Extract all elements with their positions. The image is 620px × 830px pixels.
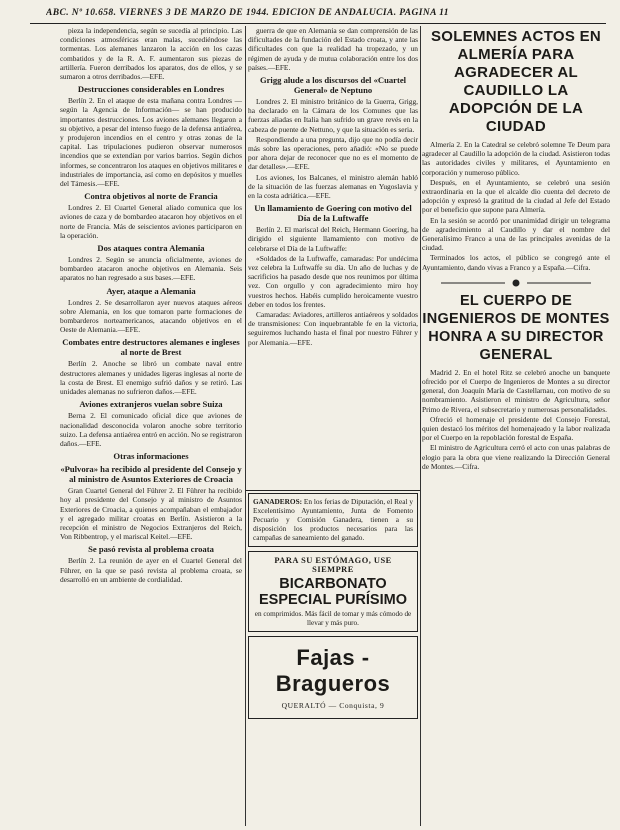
ad-title: Fajas - Bragueros [275, 645, 391, 697]
section-heading: Otras informaciones [113, 451, 189, 462]
middle-section-rule [246, 490, 420, 491]
page-header: ABC. Nº 10.658. VIERNES 3 DE MARZO DE 1944. EDICION DE ANDALUCIA. PAGINA 11 [46, 8, 449, 18]
article-paragraph: Madrid 2. En el hotel Ritz se celebró anoche un banquete ofrecido por el Cuerpo de Ingenieros de Montes a su director general, don Joaquín María de Castellarnau, con motivo de su nombramiento. Asistieron el ministro de Agricultura, señor Primo de Rivera, el subsecretario y numerosas personalidades. [422, 367, 610, 414]
article-paragraph: Terminados los actos, el público se congregó ante el Ayuntamiento, dando vivas a Franco y a España.—Cifra. [422, 253, 610, 272]
article-paragraph: Los aviones, los Balcanes, el ministro alemán habló de la situación de las fuerzas alemanas en Yugoslavia y en la costa adriática.—EFE. [248, 172, 418, 201]
article-paragraph: Camaradas: Aviadores, artilleros antiaéreos y soldados de transmisiones: Con inquebrantable fe en la victoria, seguiremos luchando hasta el final por nuestro Führer y por Alemania.—EFE. [248, 310, 418, 347]
article-paragraph: Almería 2. En la Catedral se celebró solemne Te Deum para agradecer al Caudillo la adopción de la ciudad. Asistieron todas las autoridades civiles y militares, el Ayuntamiento en corporación y numeroso público. [422, 140, 610, 177]
article-heading: Ayer, ataque a Alemania [106, 285, 196, 296]
headline-almeria: SOLEMNES ACTOS EN ALMERÍA PARA AGRADECER AL CAUDILLO LA ADOPCIÓN DE LA CIUDAD [430, 28, 602, 135]
bicarbonato-ad [248, 551, 418, 632]
article-paragraph: Berlín 2. La reunión de ayer en el Cuartel General del Führer, en la que se pasó revista al problema croata, se desarrolló en un ambiente de cordialidad. [60, 556, 242, 584]
article-heading: Destrucciones considerables en Londres [77, 84, 225, 95]
article-paragraph: Berna 2. El comunicado oficial dice que aviones de nacionalidad desconocida volaron anoche sobre territorio suizo. La defensa antiaérea entró en acción. No se registraron daños.—EFE. [60, 411, 242, 448]
article-heading: «Pulvora» ha recibido al presidente del Consejo y al ministro de Asuntos Exteriores de Croacia [60, 464, 242, 485]
advertisements [248, 493, 418, 723]
ad-address: QUERALTÓ — Conquista, 9 [281, 701, 385, 711]
article-paragraph: Berlín 2. El mariscal del Reich, Hermann Goering, ha dirigido el siguiente llamamiento con motivo de celebrarse el Día de la Luftwaffe: [248, 225, 418, 253]
article-paragraph: Respondiendo a una pregunta, dijo que no podía decir más sobre las operaciones, pero añadió: «No se puede por ahora dejar de reconocer que no es el momento de dar detalles».—EFE. [248, 134, 418, 172]
article-paragraph: Londres 2. Según se anuncia oficialmente, aviones de bombardeo atacaron anoche objetivos en Alemania. Seis aparatos no han regresado a sus bases.—EFE. [60, 255, 242, 283]
column-right [422, 26, 610, 826]
ad-tagline: PARA SU ESTÓMAGO, USE SIEMPRE [274, 556, 392, 574]
article-heading: Combates entre destructores alemanes e ingleses al norte de Brest [62, 337, 240, 358]
article-heading: Contra objetivos al norte de Francia [84, 191, 218, 202]
article-heading: Grigg alude a los discursos del «Cuartel General» de Neptuno [259, 75, 407, 96]
article-heading: Dos ataques contra Alemania [97, 243, 205, 254]
article-paragraph: Londres 2. El Cuartel General aliado comunica que los aviones de caza y de bombardeo atacaron hoy objetivos en el norte de Francia. Más de seiscientos aviones participaron en la operación. [60, 203, 242, 240]
article-heading: Se pasó revista al problema croata [88, 544, 214, 555]
article-paragraph: pieza la independencia, según se sucedía al principio. Las condiciones atmosféricas eran malas, sucediéndose las tormentas. Los alemanes lanzaron la acción en los cazas combatidos y de la R. A. F. aumentaron sus piezas de artillería. Fueron derribados los aparatos, dos de ellos, y se sumaron a otros derribados.—EFE. [60, 26, 242, 82]
article-paragraph: Gran Cuartel General del Führer 2. El Führer ha recibido hoy al presidente del Consejo y al ministro de Asuntos Exteriores de Croacia, a quienes acompañaban el embajador y el agregado militar croatas en Berlín. Asistieron a la recepción el ministro de Negocios Extranjeros del Reich, Von Ribbentrop, y el mariscal Keitel.—EFE. [60, 486, 242, 542]
article-heading: Aviones extranjeros vuelan sobre Suiza [79, 399, 223, 410]
ad-product-name: BICARBONATO ESPECIAL PURÍSIMO [259, 576, 407, 608]
column-left [60, 26, 242, 826]
article-paragraph: Después, en el Ayuntamiento, se celebró una sesión extraordinaria en la que el alcalde dio cuenta del decreto de adopción y expresó la gratitud de la ciudad al Jefe del Estado por el beneficio que supone para Almería. [422, 177, 610, 215]
article-paragraph: «Soldados de la Luftwaffe, camaradas: Por undécima vez celebra la Luftwaffe su día. Un año de luchas y de sacrificios ha pasado desde que nos reunimos por última vez. Con orgullo y con agradecimiento miro hoy vuestros hechos. Habéis cumplido heroicamente vuestro deber en todos los frentes. [248, 253, 418, 309]
article-paragraph: guerra de que en Alemania se dan comprensión de las dificultades de la fundación del Estado croata, y ante las dificultades con que la realidad ha tropezado, y un régimen de ayuda y de mutua colaboración entre los dos países.—EFE. [248, 26, 418, 72]
notice-title: GANADEROS: [253, 497, 303, 506]
notice-text [253, 497, 413, 542]
ad-description: en comprimidos. Más fácil de tomar y más cómodo de llevar y más puro. [254, 610, 412, 627]
column-middle [248, 26, 418, 491]
headline-ingenieros: EL CUERPO DE INGENIEROS DE MONTES HONRA A SU DIRECTOR GENERAL [422, 292, 610, 363]
article-paragraph: El ministro de Agricultura cerró el acto con unas palabras de elogio para la obra que viene realizando la Dirección General de Montes.—Cifra. [422, 443, 610, 471]
article-paragraph: Berlín 2. En el ataque de esta mañana contra Londres —según la Agencia de Información— se han producido importantes destrucciones. Los aviones alemanes llegaron a su objetivo, a pesar del intenso fuego de la defensa antiaérea, y produjeron incendios en el centro y otras zonas de la capital. Las tripulaciones pudieron observar numerosos incendios que se extendían por varios barrios. Según dichos informes, se concentraron los ataques en objetivos militares e industriales de importancia, así como en depósitos y muelles del Támesis.—EFE. [60, 96, 242, 189]
ornament-icon [441, 278, 591, 288]
article-paragraph: Londres 2. El ministro británico de la Guerra, Grigg, ha declarado en la Cámara de los Comunes que las fuerzas aliadas en Italia han sufrido un grave revés en la cabeza de puente de Nettuno, y que la situación es seria. [248, 97, 418, 134]
fajas-ad [248, 636, 418, 719]
article-paragraph: En la sesión se acordó por unanimidad dirigir un telegrama de agradecimiento al Caudillo y dar el nombre del Generalísimo Franco a una de las principales avenidas de la ciudad. [422, 215, 610, 253]
column-divider-left [245, 26, 246, 491]
article-paragraph: Berlín 2. Anoche se libró un combate naval entre destructores alemanes y unidades ligeras inglesas al norte de la costa de Brest. El enemigo sufrió daños y se retiró. Las unidades alemanas no sufrieron daños.—EFE. [60, 359, 242, 397]
header-rule [30, 23, 606, 24]
notice-body: En los ferias de Diputación, el Real y Excelentísimo Ayuntamiento, Junta de Fomento Pecuario y Comisión Ganadera, tienen a su disposición los productos necesarios para las campañas de saneamiento del ganado. [253, 497, 414, 542]
column-divider-left-lower [245, 490, 246, 826]
column-divider-right [420, 26, 421, 826]
article-heading: Un llamamiento de Goering con motivo del Día de la Luftwaffe [254, 203, 412, 224]
ganaderos-notice [248, 493, 418, 547]
ornament-divider [422, 278, 610, 290]
article-paragraph: Londres 2. Se desarrollaron ayer nuevos ataques aéreos sobre Alemania, en los que tomaron parte formaciones de bombarderos norteamericanos, atacando objetivos en el Oeste de Alemania.—EFE. [60, 297, 242, 335]
article-paragraph: Ofreció el homenaje el presidente del Consejo Forestal, quien destacó los méritos del homenajeado y la labor realizada por el Cuerpo en la repoblación forestal de España. [422, 414, 610, 443]
